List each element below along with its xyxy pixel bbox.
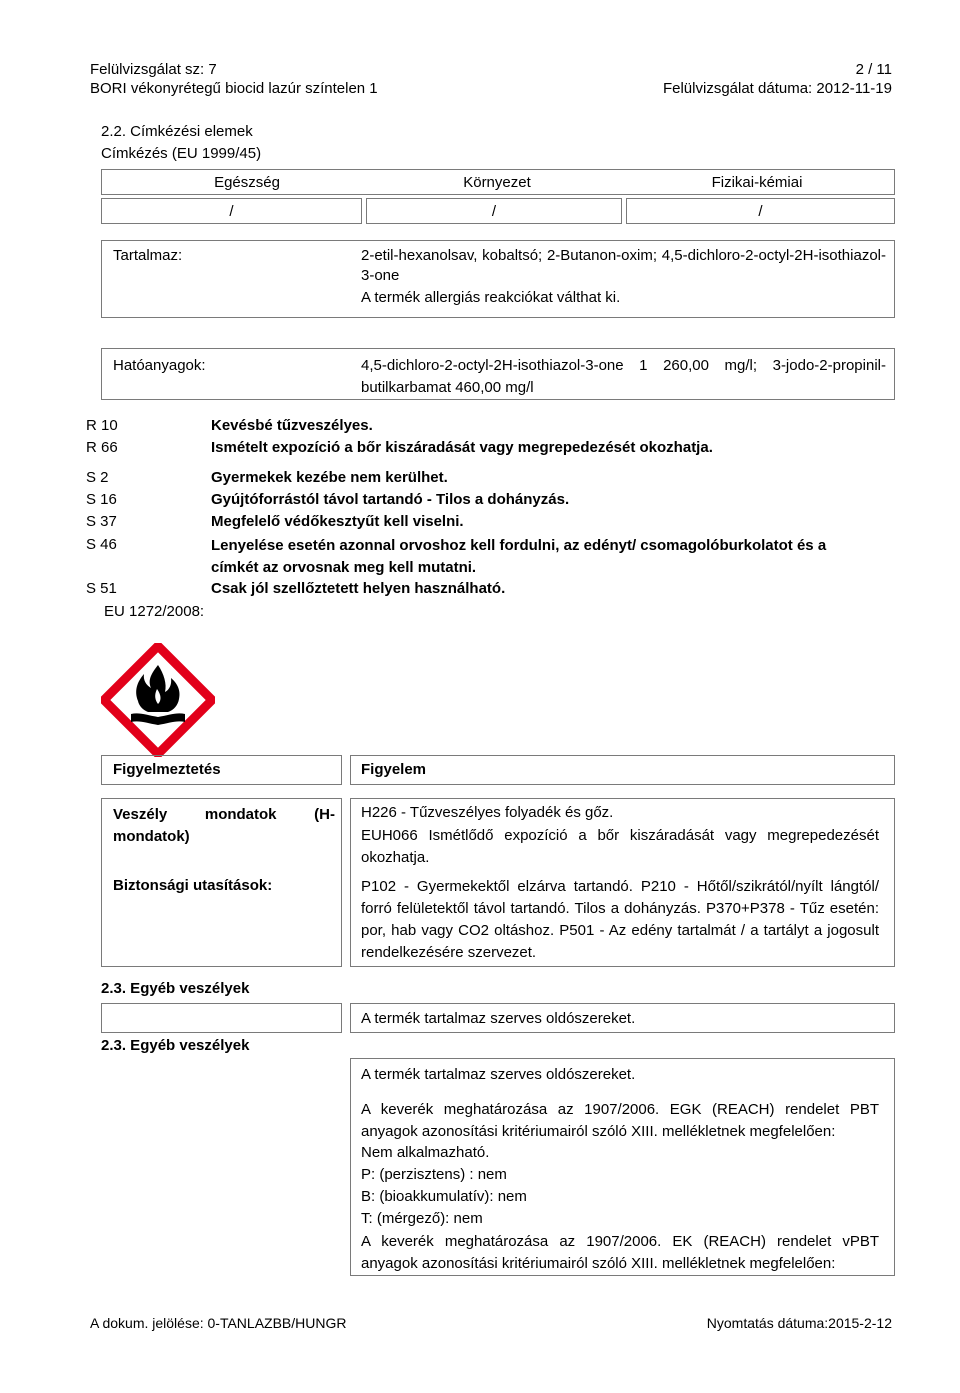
print-date: Nyomtatás dátuma:2015-2-12 <box>706 1315 892 1331</box>
s-code: S 37 <box>86 513 117 530</box>
active-value: 4,5-dichloro-2-octyl-2H-isothiazol-3-one 1 260,00 mg/l; 3-jodo-2-propinil-butilkarbamat 460,00 mg/l <box>361 357 886 396</box>
other-hazards-title-2: 2.3. Egyéb veszélyek <box>101 1037 250 1054</box>
r-text: Kevésbé tűzveszélyes. <box>211 417 373 434</box>
s-code: S 46 <box>86 536 117 553</box>
section-title: 2.2. Címkézési elemek <box>101 123 253 140</box>
other-hazards-label-box <box>101 1003 342 1033</box>
other-hazards-title: 2.3. Egyéb veszélyek <box>101 980 250 997</box>
s-text: Gyújtóforrástól távol tartandó - Tilos a dohányzás. <box>211 491 570 508</box>
category-value-health: / <box>101 198 362 224</box>
hazard-label: Veszély mondatok (H-mondatok) <box>113 806 335 845</box>
product-name: BORI vékonyrétegű biocid lazúr színtelen 1 <box>90 80 378 97</box>
hazard-labels-box <box>101 798 342 967</box>
contains-label: Tartalmaz: <box>113 247 183 264</box>
precaution-label: Biztonsági utasítások: <box>113 877 273 894</box>
active-ingredients-box <box>101 348 895 400</box>
hazard-values-box <box>350 798 895 967</box>
pbt-result: Nem alkalmazható. <box>361 1144 490 1161</box>
category-health: Egészség <box>214 174 280 191</box>
s-code: S 16 <box>86 491 117 508</box>
contains-value: 2-etil-hexanolsav, kobaltsó; 2-Butanon-oxim; 4,5-dichloro-2-octyl-2H-isothiazol-3-one <box>361 247 886 284</box>
pbt-criteria: A keverék meghatározása az 1907/2006. EGK (REACH) rendelet PBT anyagok azonosítási kritériumairól szóló XIII. mellékletnek megfelelően: <box>361 1101 879 1140</box>
category-environment: Környezet <box>463 174 531 191</box>
r-code: R 66 <box>86 439 118 456</box>
signal-label: Figyelmeztetés <box>113 761 221 778</box>
euh066-statement: EUH066 Ismétlődő expozíció a bőr kiszáradását vagy megrepedezését okozhatja. <box>361 827 879 866</box>
category-value-environment: / <box>366 198 622 224</box>
vpbt-criteria: A keverék meghatározása az 1907/2006. EK (REACH) rendelet vPBT anyagok azonosítási kritériumairól szóló XIII. mellékletnek megfelelően: <box>361 1233 879 1272</box>
s-text: Lenyelése esetén azonnal orvoshoz kell fordulni, az edényt/ csomagolóburkolatot és a címkét az orvosnak meg kell mutatni. <box>211 537 827 576</box>
r-code: R 10 <box>86 417 118 434</box>
t-criterion: T: (mérgező): nem <box>361 1210 483 1227</box>
solvent-note: A termék tartalmaz szerves oldószereket. <box>361 1066 636 1083</box>
page-number: 2 / 11 <box>855 61 892 78</box>
r-text: Ismételt expozíció a bőr kiszáradását vagy megrepedezését okozhatja. <box>211 439 713 456</box>
allergy-note: A termék allergiás reakciókat válthat ki. <box>361 289 621 306</box>
flame-icon <box>101 643 215 757</box>
pbt-assessment-box <box>350 1058 895 1276</box>
active-label: Hatóanyagok: <box>113 357 206 374</box>
eu-regulation-label: EU 1272/2008: <box>104 603 205 620</box>
revision-date: Felülvizsgálat dátuma: 2012-11-19 <box>662 80 892 97</box>
other-hazards-value-box <box>350 1003 895 1033</box>
other-hazards-text: A termék tartalmaz szerves oldószereket. <box>361 1010 636 1027</box>
category-physical-chemical: Fizikai-kémiai <box>711 174 803 191</box>
revision-number: Felülvizsgálat sz: 7 <box>90 61 217 78</box>
s-text: Gyermekek kezébe nem kerülhet. <box>211 469 448 486</box>
s-code: S 2 <box>86 469 109 486</box>
s-text: Megfelelő védőkesztyűt kell viselni. <box>211 513 464 530</box>
s-text: Csak jól szellőztetett helyen használható. <box>211 580 506 597</box>
document-id: A dokum. jelölése: 0-TANLAZBB/HUNGR <box>90 1315 347 1331</box>
signal-label-box <box>101 755 342 785</box>
h226-statement: H226 - Tűzveszélyes folyadék és gőz. <box>361 804 614 821</box>
category-value-physical: / <box>626 198 895 224</box>
signal-value-box <box>350 755 895 785</box>
category-header-row <box>101 169 895 195</box>
signal-word: Figyelem <box>361 761 427 778</box>
precaution-statements: P102 - Gyermekektől elzárva tartandó. P210 - Hőtől/szikrától/nyílt lángtól/ forró felületektől távol tartandó. Tilos a dohányzás. P370+P378 - Tűz esetén: por, hab vagy CO2 oltáshoz. P501 - Az edény tartalmát / a tartályt a jogosult rendelkezésére szervezet. <box>361 878 879 961</box>
s-code: S 51 <box>86 580 117 597</box>
contains-box <box>101 240 895 318</box>
section-subtitle: Címkézés (EU 1999/45) <box>101 145 262 162</box>
b-criterion: B: (bioakkumulatív): nem <box>361 1188 527 1205</box>
p-criterion: P: (perzisztens) : nem <box>361 1166 507 1183</box>
